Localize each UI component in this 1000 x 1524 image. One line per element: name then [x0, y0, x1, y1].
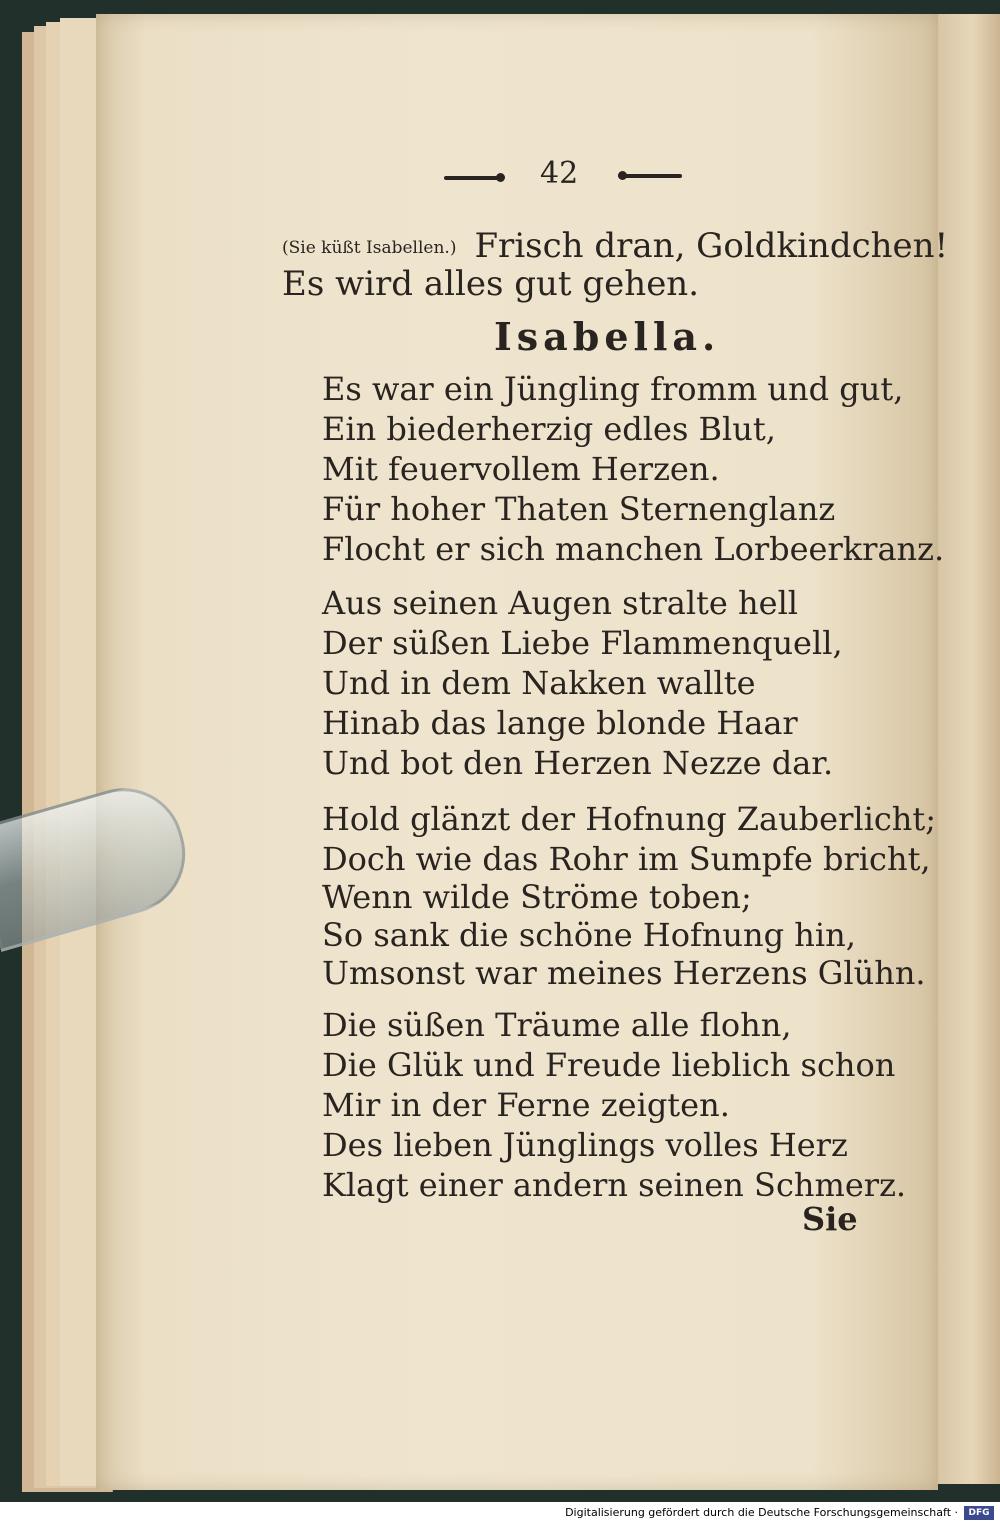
verse-line: Für hoher Thaten Sternenglanz [322, 490, 836, 528]
page-number-ornament-left [444, 176, 502, 180]
verse-line: Flocht er sich manchen Lorbeerkranz. [322, 530, 945, 568]
verse-line: Umsonst war meines Herzens Glühn. [322, 954, 926, 992]
verse-line: Hinab das lange blonde Haar [322, 704, 798, 742]
page-number: 42 [540, 156, 579, 191]
verse-line: Wenn wilde Ströme toben; [322, 878, 752, 916]
verse-line: Mir in der Ferne zeigten. [322, 1086, 730, 1124]
verse-line: So sank die schöne Hofnung hin, [322, 916, 856, 954]
page-number-ornament-right [618, 174, 682, 178]
verse-line: Und in dem Nakken wallte [322, 664, 756, 702]
dfg-logo: DFG [964, 1506, 994, 1520]
verse-line: Doch wie das Rohr im Sumpfe bricht, [322, 840, 931, 878]
verse-line: Ein biederherzig edles Blut, [322, 410, 776, 448]
verse-line: Aus seinen Augen stralte hell [322, 584, 799, 622]
verse-line: Es war ein Jüngling fromm und gut, [322, 370, 904, 408]
verse-line: Und bot den Herzen Nezze dar. [322, 744, 834, 782]
speech-line: Es wird alles gut gehen. [282, 264, 700, 304]
verse-line: Die Glük und Freude lieblich schon [322, 1046, 896, 1084]
verse-line: Des lieben Jünglings volles Herz [322, 1126, 848, 1164]
speech-text: Frisch dran, Goldkindchen! [474, 226, 949, 266]
speech-line [282, 226, 948, 266]
catchword: Sie [802, 1200, 858, 1238]
verse-line: Klagt einer andern seinen Schmerz. [322, 1166, 907, 1204]
stage-direction: (Sie küßt Isabellen.) [282, 238, 457, 258]
verse-line: Die süßen Träume alle flohn, [322, 1006, 792, 1044]
verse-line: Mit feuervollem Herzen. [322, 450, 720, 488]
verse-line: Hold glänzt der Hofnung Zauberlicht; [322, 800, 937, 838]
poem-title: Isabella. [494, 314, 721, 359]
verse-line: Der süßen Liebe Flammenquell, [322, 624, 843, 662]
footer-bar [0, 1502, 1000, 1524]
funding-credit: Digitalisierung gefördert durch die Deutsche Forschungsgemeinschaft · [565, 1506, 958, 1519]
ornament-dot [496, 173, 505, 182]
